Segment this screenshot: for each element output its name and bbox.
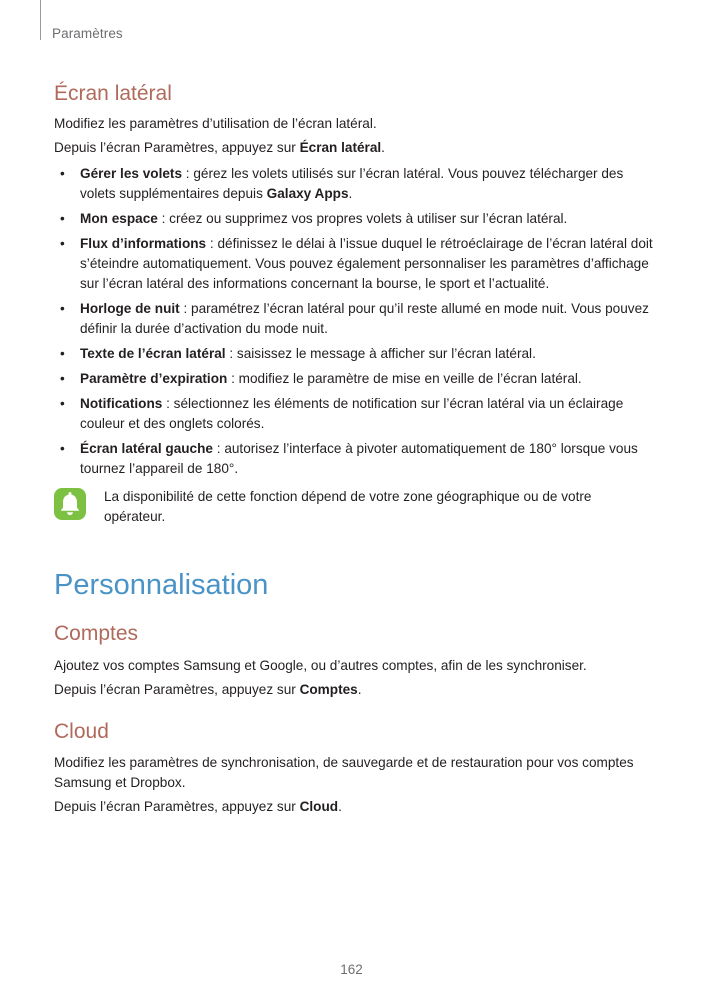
path-bold: Écran latéral [299,140,382,155]
page-content [54,80,654,817]
ecran-lateral-options-list [54,164,654,479]
path-bold: Cloud [299,799,339,814]
item-term: Gérer les volets [80,166,183,181]
section-title-comptes: Comptes [54,622,139,645]
path-prefix: Depuis l’écran Paramètres, appuyez sur [54,682,300,697]
list-item [54,394,654,434]
list-item [54,369,654,389]
item-term: Flux d’informations [80,236,207,251]
item-text-2: . [348,186,353,201]
list-item [54,164,654,204]
path-suffix: . [381,140,385,155]
ecran-lateral-intro: Modifiez les paramètres d’utilisation de l’écran latéral. [54,116,377,131]
comptes-path [54,680,654,700]
item-text: : gérez les volets utilisés sur l’écran latéral. Vous pouvez télécharger des volets supplémentaires depuis [80,166,624,201]
item-term: Écran latéral gauche [80,441,213,456]
availability-note [54,485,654,527]
item-text: : modifiez le paramètre de mise en veille de l’écran latéral. [227,371,582,386]
item-text: : créez ou supprimez vos propres volets à utiliser sur l’écran latéral. [157,211,568,226]
bullet-dot: • [60,166,65,181]
item-term: Paramètre d’expiration [80,371,228,386]
cloud-intro: Modifiez les paramètres de synchronisation, de sauvegarde et de restauration pour vos comptes Samsung et Dropbox. [54,755,634,790]
comptes-intro: Ajoutez vos comptes Samsung et Google, ou d’autres comptes, afin de les synchroniser. [54,658,587,673]
item-text: : définissez le délai à l’issue duquel le rétroéclairage de l’écran latéral doit s’éteindre automatiquement. Vous pouvez également personnaliser les paramètres d’affichage sur l’écran latéral des informations concernant la bourse, le sport et l’actualité. [80,236,653,291]
bullet-dot: • [60,371,65,386]
item-term-2: Galaxy Apps [266,186,349,201]
bullet-dot: • [60,441,65,456]
section-title-ecran-lateral: Écran latéral [54,82,172,105]
item-term: Texte de l’écran latéral [80,346,226,361]
path-bold: Comptes [299,682,358,697]
bullet-dot: • [60,346,65,361]
list-item [54,209,654,229]
item-text: : paramétrez l’écran latéral pour qu’il reste allumé en mode nuit. Vous pouvez définir la durée d’activation du mode nuit. [80,301,649,336]
section-title-cloud: Cloud [54,720,109,743]
item-term: Horloge de nuit [80,301,180,316]
list-item [54,299,654,339]
note-text: La disponibilité de cette fonction dépend de votre zone géographique ou de votre opérateur. [104,489,592,524]
item-text: : autorisez l’interface à pivoter automatiquement de 180° lorsque vous tournez l’appareil de 180°. [80,441,638,476]
item-text: : sélectionnez les éléments de notification sur l’écran latéral via un éclairage couleur et des onglets colorés. [80,396,624,431]
bullet-dot: • [60,396,65,411]
item-term: Mon espace [80,211,158,226]
ecran-lateral-path [54,138,654,158]
cloud-path [54,797,654,817]
path-suffix: . [338,799,342,814]
list-item [54,344,654,364]
item-term: Notifications [80,396,163,411]
bullet-dot: • [60,301,65,316]
chapter-title-personnalisation: Personnalisation [54,569,269,601]
bullet-dot: • [60,236,65,251]
running-head: Paramètres [52,26,123,41]
page-rule [40,0,41,40]
bell-icon [54,488,86,520]
list-item [54,234,654,294]
bullet-dot: • [60,211,65,226]
path-suffix: . [357,682,362,697]
item-text: : saisissez le message à afficher sur l’écran latéral. [225,346,536,361]
path-prefix: Depuis l’écran Paramètres, appuyez sur [54,140,300,155]
path-prefix: Depuis l’écran Paramètres, appuyez sur [54,799,300,814]
list-item [54,439,654,479]
page-number: 162 [340,962,363,977]
